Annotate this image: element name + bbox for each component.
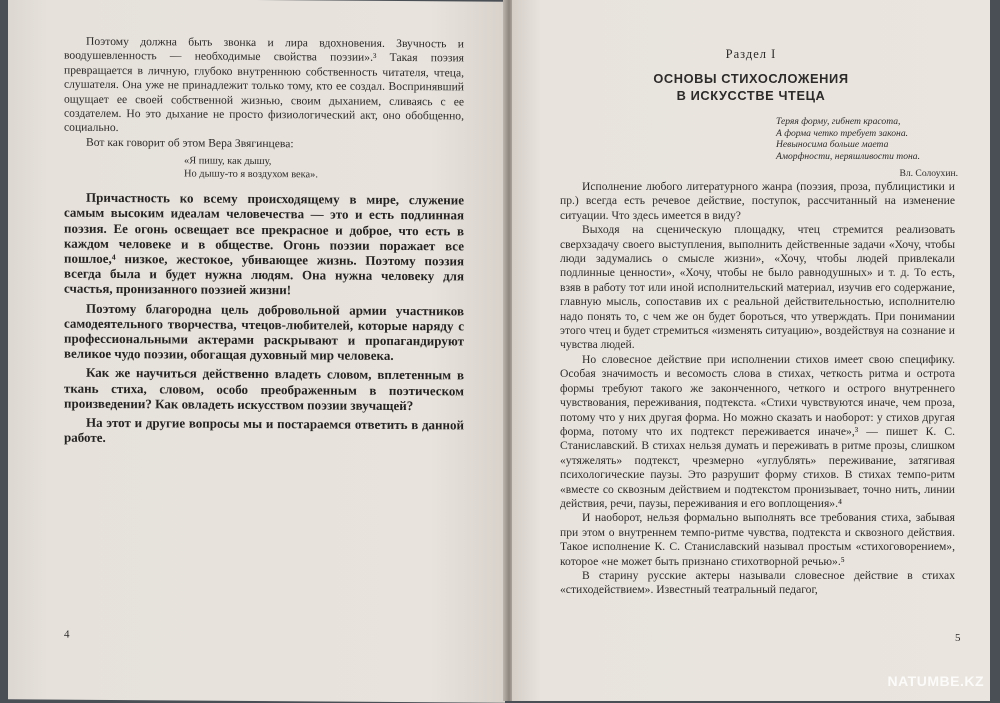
title-line: ОСНОВЫ СТИХОСЛОЖЕНИЯ [653,71,849,86]
paragraph: Но словесное действие при исполнении стихов имеет свою специфику. Особая значимость и весомость слова в стихах, четкость ритма и острота формы требуют такого же законченного, четкого и острого внутреннего чувствования, переживания, подтекста. «Стихи чувствуются иначе, чем проза, потому что у них другая форма. Но можно сказать и наоборот: у стихов другая форма, потому что их подтекст переживается иначе»,³ — пишет К. С. Станиславский. В стихах нельзя думать и переживать в ритме прозы, слишком «утяжелять» подтекст, чрезмерно «углублять» переживание, затягивая психологические паузы. Это разрушит форму стихов. В стихах темпо-ритм «вместе со сквозным действием и подтекстом пронизывает, точно нить, линии действия, речи, паузы, переживания и его воплощения».⁴ [560,352,955,510]
left-page [8,0,505,703]
paragraph: Поэтому должна быть звонка и лира вдохновения. Звучность и воодушевленность — необходимые свойства поэзии».³ Такая поэзия превращается в личную, глубоко внутреннюю собственность читателя, чтеца, слушателя. Она уже не принадлежит только тому, кто ее создал. Воспринявший ощущает ее своей собственной жизнью, своим дыханием, сливаясь с ее создателем. Но это дыхание не просто физиологический акт, оно обобщенно, социально. [64,34,464,135]
paragraph: Выходя на сценическую площадку, чтец стремится реализовать сверхзадачу своего выступления, выполнить действенные задачи «Хочу, чтобы люди задумались о смысле жизни», «Хочу, чтобы людей привлекали подлинные ценности», «Хочу, чтобы не было равнодушных» и т. д. То есть, взяв в работу тот или иной исполнительский материал, изучив его содержание, главную мысль, сопоставив их с реальной действительностью, исполнителю надо понять то, с чем же он будет бороться, что утверждать. При понимании этого чтец и будет стремиться «изменять ситуацию», воздействуя на сознание и чувства людей. [560,223,955,352]
right-page-text [560,180,955,598]
watermark-logo: NATUMBE.KZ [887,673,984,689]
paragraph: Как же научиться действенно владеть словом, вплетенным в ткань стиха, словом, особо преображенным в поэтическом произведении? Как овладеть искусством поэзии звучащей? [64,365,464,413]
epigraph-line: Теряя форму, гибнет красота, [776,116,901,127]
epigraph-author: Вл. Солоухин. [899,168,958,180]
paragraph: Исполнение любого литературного жанра (поэзия, проза, публицистики и пр.) всегда есть речевое действие, поступок, рассчитанный на изменение ситуации. Что здесь имеется в виду? [560,180,955,222]
paragraph: Поэтому благородна цель добровольной армии участников самодеятельного творчества, чтецов-любителей, которые наряду с профессиональными актерами раскрывают и пропагандируют великое чудо поэзии, обогащая духовный мир человека. [64,300,464,364]
paragraph: Вот как говорит об этом Вера Звягинцева: [86,135,294,151]
verse-quote [184,155,464,183]
left-page-text [64,35,464,448]
epigraph [776,116,976,180]
page-number: 4 [64,628,70,641]
paragraph: Причастность ко всему происходящему в мире, служение самым высоким идеалам человечества — это и есть подлинная поэзия. Ее огонь освещает все прекрасное и доброе, что есть в каждом человеке и в обществе. Огонь поэзии поражает все пошлое,⁴ низкое, жестокое, убивающее жизнь. Поэтому поэзия всегда была и будет нужна людям. Она нужна человеку для счастья, пронизанного поэзией жизни! [64,190,464,298]
page-number: 5 [955,632,961,644]
right-page [512,0,990,701]
verse-line: Но дышу-то я воздухом века». [184,168,318,181]
section-label: Раздел I [725,47,777,61]
section-title [512,70,990,104]
epigraph-line: А форма четко требует закона. [776,127,909,139]
verse-line: «Я пишу, как дышу, [184,155,272,168]
epigraph-line: Невыносима больше маета [776,139,889,151]
paragraph: В старину русские актеры называли словесное действие в стихах «стиходействием». Известный театральный педагог, [560,568,955,597]
title-line: В ИСКУССТВЕ ЧТЕЦА [676,88,826,103]
paragraph: И наоборот, нельзя формально выполнять все требования стиха, забывая при этом о внутреннем темпо-ритме чувства, подтекста и сквозного действия. Такое исполнение К. С. Станиславский называл простым «стихоговорением», которое «не может быть признано стихотворной речью».⁵ [560,511,955,568]
paragraph: На этот и другие вопросы мы и постараемся ответить в данной работе. [64,414,464,446]
emphasized-block [64,190,464,448]
epigraph-line: Аморфности, неряшливости тона. [776,150,920,162]
